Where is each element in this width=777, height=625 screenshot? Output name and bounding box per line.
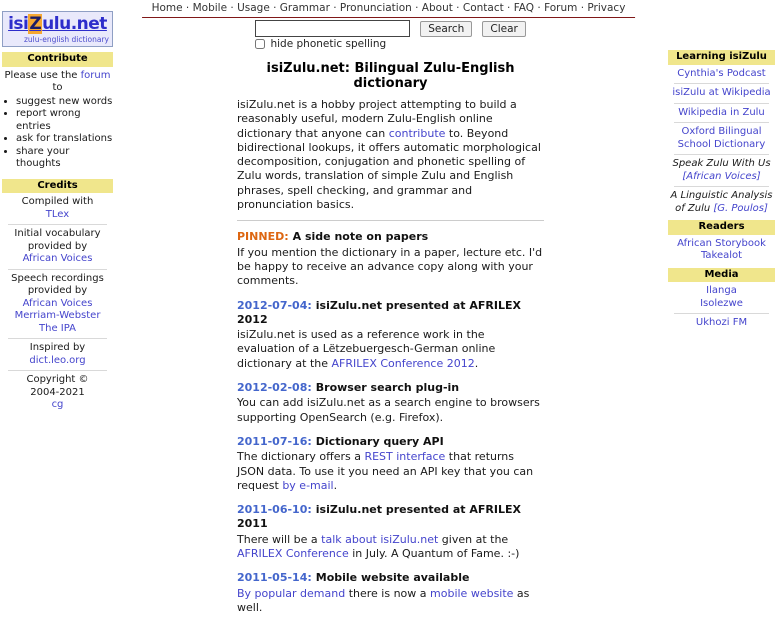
credit-entry: [2, 374, 113, 412]
text: .: [474, 356, 479, 370]
nav-link[interactable]: Usage: [237, 2, 270, 14]
sidebar-link[interactable]: Ilanga: [706, 285, 737, 296]
hide-phonetic-checkbox[interactable]: [255, 39, 265, 49]
text: in July. A Quantum of Fame. :-): [348, 547, 520, 561]
divider: [674, 122, 769, 123]
text: ·: [182, 2, 193, 14]
nav-link[interactable]: Pronunciation: [339, 2, 412, 14]
hide-phonetic-option: [255, 38, 526, 50]
contribute-item: • report wrong entries: [16, 108, 113, 133]
nav-link[interactable]: Grammar: [279, 2, 330, 14]
news-title: isiZulu.net presented at AFRILEX 2011: [237, 503, 521, 531]
sidebar-section-header: Readers: [668, 220, 775, 235]
text: ·: [269, 2, 280, 14]
credit-link[interactable]: African Voices: [22, 297, 93, 309]
sidebar-link-group: [668, 126, 775, 151]
sidebar-link-group: [668, 285, 775, 310]
credit-link[interactable]: dict.leo.org: [29, 354, 86, 366]
credits-header: Credits: [2, 179, 113, 194]
sidebar-link-group: [668, 68, 775, 81]
sidebar-section-header: Media: [668, 268, 775, 283]
sidebar-link[interactable]: [African Voices]: [682, 170, 761, 182]
text: provided by: [27, 240, 88, 252]
sidebar-link-group: [668, 317, 775, 330]
sidebar-link-group: [668, 107, 775, 120]
news-title: Mobile website available: [315, 571, 470, 585]
sidebar-link[interactable]: Takealot: [700, 250, 743, 261]
text: A Linguistic Analysis of Zulu: [670, 190, 773, 214]
sidebar-section-header: Learning isiZulu: [668, 50, 775, 65]
divider: [8, 370, 107, 371]
news-link[interactable]: AFRILEX Conference: [237, 547, 349, 561]
clear-button[interactable]: Clear: [482, 21, 525, 37]
contribute-link[interactable]: contribute: [388, 126, 446, 140]
divider: [674, 103, 769, 104]
news-body: [237, 328, 544, 371]
intro-paragraph: [237, 98, 544, 212]
divider: [674, 83, 769, 84]
divider: [674, 186, 769, 187]
text: The dictionary offers a: [237, 450, 365, 464]
sidebar-link[interactable]: Cynthia's Podcast: [677, 67, 766, 79]
logo-z-mark: Z: [29, 14, 42, 34]
text: .: [333, 478, 338, 492]
text: there is now a: [345, 586, 431, 600]
credit-link[interactable]: African Voices: [22, 253, 93, 265]
text: There will be a: [237, 532, 322, 546]
nav-link[interactable]: Privacy: [587, 2, 626, 14]
news-link[interactable]: AFRILEX Conference 2012: [331, 356, 475, 370]
nav-link[interactable]: Home: [151, 2, 183, 14]
sidebar-link[interactable]: Ukhozi FM: [695, 317, 748, 328]
left-sidebar: [2, 11, 113, 414]
text: to: [52, 82, 63, 94]
news-date[interactable]: 2012-02-08:: [237, 381, 312, 395]
sidebar-link[interactable]: Wikipedia in Zulu: [678, 106, 765, 118]
site-logo[interactable]: [2, 11, 113, 47]
news-link[interactable]: by e-mail: [282, 478, 334, 492]
nav-link[interactable]: Contact: [462, 2, 504, 14]
news-head: [237, 381, 544, 395]
nav-link[interactable]: About: [421, 2, 453, 14]
text: Inspired by: [29, 342, 86, 354]
news-date[interactable]: 2011-05-14:: [237, 571, 312, 585]
divider: [8, 224, 107, 225]
credit-entry: [2, 228, 113, 266]
pinned-label[interactable]: PINNED:: [237, 230, 289, 244]
news-head: [237, 299, 544, 328]
contribute-intro: [2, 70, 113, 95]
news-head: [237, 571, 544, 585]
sidebar-link[interactable]: [G. Poulos]: [713, 202, 768, 214]
news-head: [237, 230, 544, 244]
divider: [674, 313, 769, 314]
divider: [674, 154, 769, 155]
sidebar-link[interactable]: Isolezwe: [700, 297, 743, 309]
sidebar-link-group: [668, 190, 775, 215]
news-link[interactable]: mobile website: [430, 586, 514, 600]
text: to. Beyond bidirectional lookups, it offers automatic morphological decomposition, conjugation and phonetic spelling of Zulu words, translation of simple Zulu and English phrases, spell checking, and grammar and pronunciation basics.: [237, 126, 541, 212]
credit-link[interactable]: The IPA: [39, 322, 76, 334]
nav-link[interactable]: Forum: [544, 2, 578, 14]
text: as well.: [237, 586, 530, 614]
news-title: Browser search plug-in: [315, 381, 460, 395]
hide-phonetic-label: hide phonetic spelling: [270, 38, 387, 50]
contribute-header: Contribute: [2, 52, 113, 67]
sidebar-link[interactable]: African Storybook: [677, 237, 766, 249]
sidebar-link[interactable]: Oxford Bilingual School Dictionary: [677, 126, 766, 150]
credit-link[interactable]: cg: [51, 399, 64, 411]
divider: [8, 338, 107, 339]
intro-divider: [237, 220, 544, 221]
news-item: [237, 230, 544, 288]
main-content: [237, 18, 544, 625]
sidebar-link-group: [668, 158, 775, 183]
contribute-item: • ask for translations: [16, 133, 113, 146]
nav-link[interactable]: FAQ: [513, 2, 535, 14]
credit-entry: [2, 342, 113, 367]
text: Compiled with: [21, 196, 94, 208]
credits-sections: [2, 196, 113, 412]
text: Speech recordings: [11, 272, 104, 284]
news-title: Dictionary query API: [315, 434, 444, 448]
news-link[interactable]: By popular demand: [237, 586, 346, 600]
text: isiZulu.net is a hobby project attempting to build a reasonably useful, modern Zulu-English online dictionary that anyone can: [237, 98, 517, 140]
news-title: isiZulu.net presented at AFRILEX 2012: [237, 298, 521, 326]
news-body: [237, 450, 544, 493]
text: that returns JSON data. To use it you need an API key that you can request: [237, 450, 534, 492]
credit-link[interactable]: TLex: [45, 208, 70, 220]
text: ·: [452, 2, 463, 14]
news-item: [237, 503, 544, 561]
news-body: [237, 533, 544, 562]
text: ·: [503, 2, 514, 14]
news-date[interactable]: 2011-06-10:: [237, 503, 312, 517]
search-button[interactable]: Search: [420, 21, 472, 37]
page-title: isiZulu.net: Bilingual Zulu-English dictionary: [266, 61, 515, 91]
sidebar-link-group: [668, 238, 775, 263]
news-title: A side note on papers: [292, 230, 429, 244]
credit-entry: [2, 196, 113, 221]
contribute-item: • share your thoughts: [16, 146, 113, 171]
credit-entry: [2, 273, 113, 336]
forum-link[interactable]: forum: [80, 69, 111, 81]
text: You can add isiZulu.net as a search engine to browsers supporting OpenSearch (e.g. Firefox).: [237, 396, 540, 424]
sidebar-link-group: [668, 87, 775, 100]
contribute-item: • suggest new words: [16, 96, 113, 109]
news-link[interactable]: talk about isiZulu.net: [321, 532, 439, 546]
text: 2004-2021: [30, 386, 85, 398]
text: ·: [577, 2, 588, 14]
news-link[interactable]: REST interface: [364, 450, 446, 464]
text: ·: [227, 2, 238, 14]
news-head: [237, 435, 544, 449]
credit-link[interactable]: Merriam-Webster: [14, 310, 101, 322]
text: ·: [411, 2, 422, 14]
text: provided by: [27, 285, 88, 297]
divider: [8, 269, 107, 270]
sidebar-link[interactable]: isiZulu at Wikipedia: [672, 87, 771, 98]
nav-link[interactable]: Mobile: [192, 2, 228, 14]
news-item: [237, 299, 544, 371]
news-date[interactable]: 2012-07-04:: [237, 298, 312, 312]
news-head: [237, 503, 544, 532]
news-item: [237, 435, 544, 493]
news-item: [237, 381, 544, 425]
text: ·: [329, 2, 340, 14]
search-input[interactable]: [255, 20, 410, 37]
text: Initial vocabulary: [14, 228, 101, 240]
contribute-list: [2, 96, 113, 171]
logo-title: isiZulu.net: [8, 14, 107, 34]
right-sidebar: [668, 45, 775, 332]
news-body: [237, 396, 544, 425]
top-nav: [142, 0, 636, 18]
text: Please use the: [4, 69, 81, 81]
text: given at the: [438, 532, 509, 546]
search-row: [255, 18, 526, 37]
text: Speak Zulu With Us: [672, 158, 771, 169]
news-item: [237, 571, 544, 615]
news-date[interactable]: 2011-07-16:: [237, 434, 312, 448]
text: Copyright ©: [26, 374, 89, 386]
news-body: [237, 246, 544, 289]
news-body: [237, 587, 544, 616]
logo-subtitle: zulu-english dictionary: [23, 35, 109, 44]
text: ·: [534, 2, 545, 14]
text: isiZulu.net is used as a reference work in the evaluation of a Lëtzebuergesch-German online dictionary at the: [237, 328, 496, 370]
text: If you mention the dictionary in a paper, lecture etc. I'd be happy to receive an advance copy along with your comments.: [237, 245, 543, 288]
